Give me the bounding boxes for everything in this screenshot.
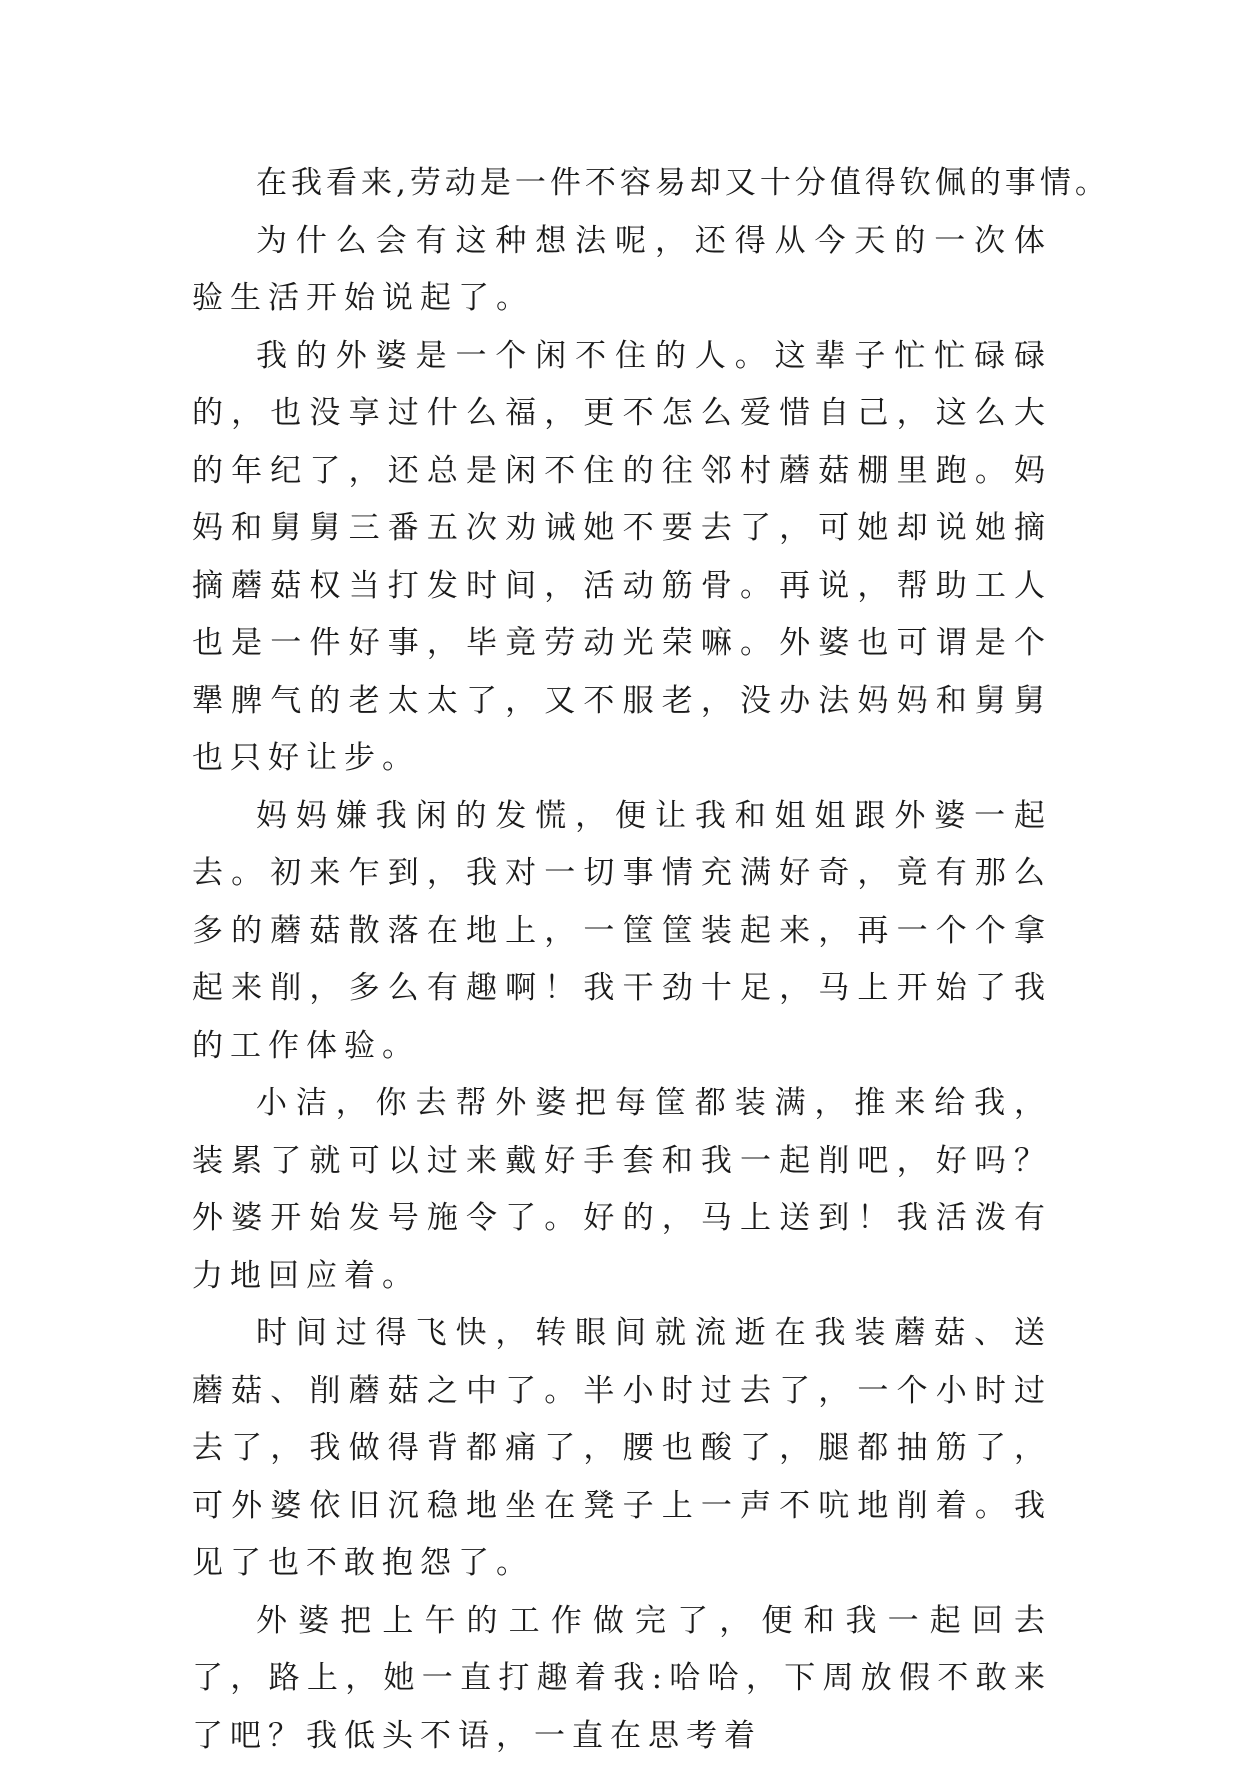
paragraph-5: 小洁，你去帮外婆把每筐都装满，推来给我，装累了就可以过来戴好手套和我一起削吧，好吗？外婆开始发号施令了。好的，马上送到！我活泼有力地回应着。 xyxy=(192,1075,1052,1305)
paragraph-6: 时间过得飞快，转眼间就流逝在我装蘑菇、送蘑菇、削蘑菇之中了。半小时过去了，一个小时过去了，我做得背都痛了，腰也酸了，腿都抽筋了，可外婆依旧沉稳地坐在凳子上一声不吭地削着。我见了也不敢抱怨了。 xyxy=(192,1305,1052,1593)
paragraph-2: 为什么会有这种想法呢，还得从今天的一次体验生活开始说起了。 xyxy=(192,213,1052,328)
paragraph-7: 外婆把上午的工作做完了，便和我一起回去了，路上，她一直打趣着我:哈哈，下周放假不敢来了吧？我低头不语，一直在思考着 xyxy=(192,1593,1052,1765)
paragraph-4: 妈妈嫌我闲的发慌，便让我和姐姐跟外婆一起去。初来乍到，我对一切事情充满好奇，竟有那么多的蘑菇散落在地上，一筐筐装起来，再一个个拿起来削，多么有趣啊！我干劲十足，马上开始了我的工作体验。 xyxy=(192,788,1052,1076)
article-body xyxy=(192,155,1052,1765)
paragraph-3: 我的外婆是一个闲不住的人。这辈子忙忙碌碌的，也没享过什么福，更不怎么爱惜自己，这么大的年纪了，还总是闲不住的往邻村蘑菇棚里跑。妈妈和舅舅三番五次劝诫她不要去了，可她却说她摘摘蘑菇权当打发时间，活动筋骨。再说，帮助工人也是一件好事，毕竟劳动光荣嘛。外婆也可谓是个犟脾气的老太太了，又不服老，没办法妈妈和舅舅也只好让步。 xyxy=(192,328,1052,788)
paragraph-1: 在我看来,劳动是一件不容易却又十分值得钦佩的事情。 xyxy=(192,155,1052,213)
